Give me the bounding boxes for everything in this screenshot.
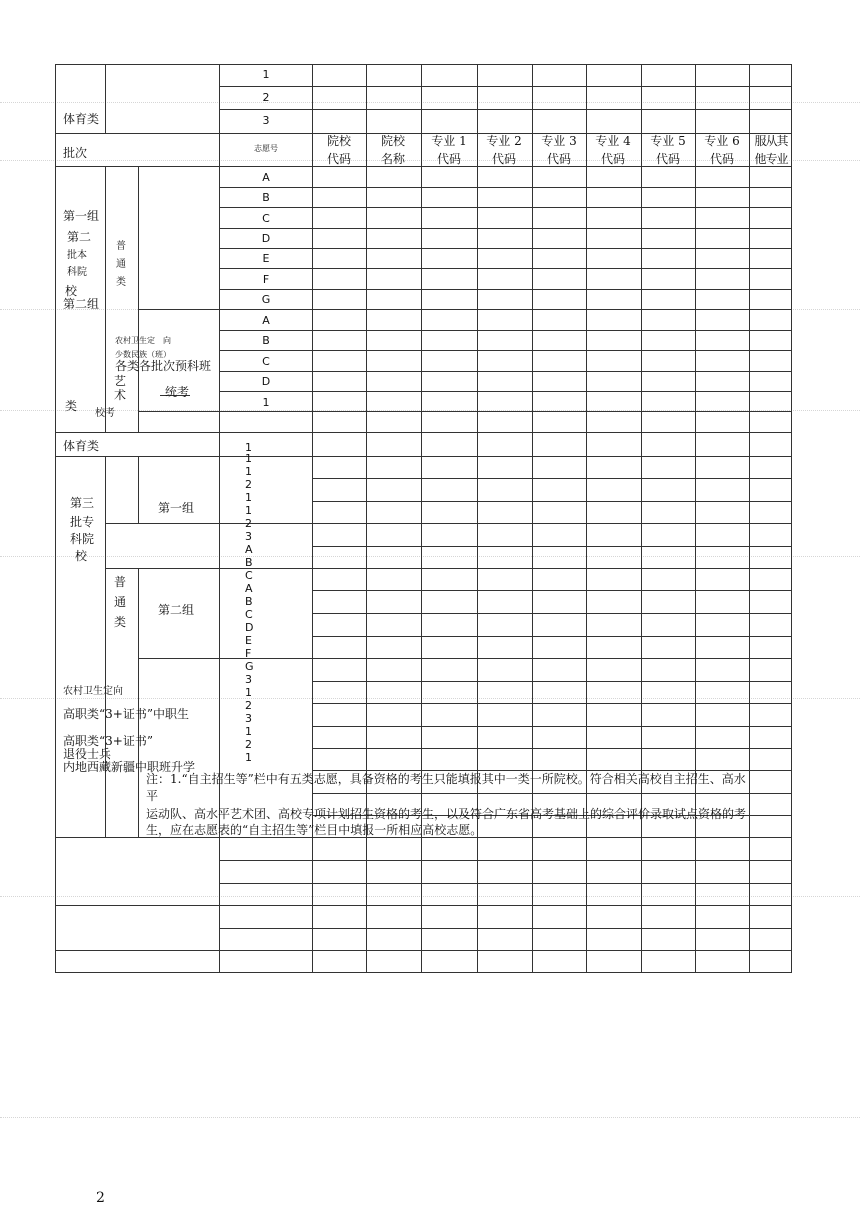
choice-cell: A <box>262 171 270 184</box>
choice-cell: A <box>262 314 270 327</box>
choice-cell: C <box>245 608 253 621</box>
choice-number-header: 志愿号 <box>254 144 278 153</box>
choice-cell: 1 <box>245 725 252 738</box>
choice-cell: A <box>245 543 253 556</box>
batch3-title: 科院 <box>70 532 95 546</box>
choice-cell: D <box>245 621 254 634</box>
choice-cell: 3 <box>262 114 270 127</box>
column-header-school-code: 院校 代码 <box>326 134 351 166</box>
choice-cell: B <box>262 334 270 347</box>
choice-cell: 1 <box>245 465 252 478</box>
choice-cell: C <box>262 212 270 225</box>
choice-cell: 1 <box>245 686 252 699</box>
column-header-major2: 专业 2 代码 <box>486 134 522 166</box>
choice-cell: 1 <box>262 396 270 409</box>
choice-cell: 1 <box>245 504 252 517</box>
choice-cell: F <box>262 273 270 286</box>
batch2-general-label: 普 通 类 <box>116 241 126 288</box>
column-header-accept-other-major: 服从其 他专业 <box>754 134 788 166</box>
batch3-title: 批专 <box>70 515 95 529</box>
batch3-title: 校 <box>75 549 88 563</box>
choice-cell: D <box>261 232 271 245</box>
sports-category-label: 体育类 <box>63 112 100 126</box>
column-header-school-name: 院校 名称 <box>380 134 405 166</box>
choice-cell: 1 <box>262 68 270 81</box>
batch2-title: 第二 <box>67 230 92 244</box>
note-line: 注：1.“自主招生等”栏中有五类志愿，具备资格的考生只能填报其中一类一所院校。符合相关高校自主招生、高水 <box>146 772 746 786</box>
choice-cell: E <box>262 252 270 265</box>
art-label: 艺 术 <box>113 374 126 402</box>
batch3-group1-label: 第一组 <box>158 501 195 515</box>
batch-header: 批次 <box>63 146 88 160</box>
choice-cell: 3 <box>245 530 252 543</box>
choice-cell: 2 <box>262 91 270 104</box>
vocational-label: 高职类“3+证书” <box>63 734 153 748</box>
batch2-title: 科院 <box>67 267 87 278</box>
choice-cell: 3 <box>245 712 252 725</box>
page-number: 2 <box>96 1190 105 1206</box>
choice-cell: G <box>261 293 271 306</box>
choice-cell: 2 <box>245 738 252 751</box>
batch3-general-label: 普 通 类 <box>113 575 126 629</box>
note-line: 生，应在志愿表的“自主招生等”栏目中填报一所相应高校志愿。 <box>146 823 483 837</box>
column-header-major5: 专业 5 代码 <box>650 134 686 166</box>
column-header-major1: 专业 1 代码 <box>431 134 467 166</box>
choice-cell: C <box>262 355 270 368</box>
rural-health-label-3: 农村卫生定向 <box>63 686 123 697</box>
vocational-secondary-label: 高职类“3+证书”中职生 <box>63 707 189 721</box>
choice-cell: C <box>245 569 253 582</box>
choice-cell: B <box>245 556 253 569</box>
column-header-major6: 专业 6 代码 <box>704 134 740 166</box>
xinjiang-tibet-class-label: 内地西藏新疆中职班升学 <box>63 760 196 774</box>
batch2-group1-label: 第一组 <box>63 209 100 223</box>
batch2-title: 批本 <box>67 250 87 261</box>
choice-cell: E <box>245 634 252 647</box>
choice-cell: 2 <box>245 517 252 530</box>
choice-cell: F <box>245 647 252 660</box>
note-line: 运动队、高水平艺术团、高校专项计划招生资格的考生，以及符合广东省高考基础上的综合评价录取试点资格的考 <box>146 807 747 821</box>
choice-cell: 2 <box>245 478 252 491</box>
choice-cell: 1 <box>245 751 252 764</box>
column-header-major3: 专业 3 代码 <box>541 134 577 166</box>
choice-cell: 1 <box>245 491 252 504</box>
unified-exam-label: 统考 <box>165 385 190 399</box>
class-label: 类 <box>65 399 78 413</box>
choice-cell: D <box>261 375 271 388</box>
minority-class-label: 少数民族（班） <box>115 350 171 359</box>
choice-cell: 3 <box>245 673 252 686</box>
batch2-title: 校 <box>65 284 78 298</box>
veterans-label: 退役士兵 <box>63 747 112 761</box>
choice-cell: 1 <box>245 452 252 465</box>
batch2-group2-label: 第二组 <box>63 297 100 311</box>
rural-health-label: 农村卫生定 向 <box>115 336 171 345</box>
choice-cell: 1 <box>245 441 252 454</box>
note-line: 平 <box>146 789 159 803</box>
choice-cell: 2 <box>245 699 252 712</box>
prep-class-label: 各类各批次预科班 <box>115 359 212 373</box>
column-header-major4: 专业 4 代码 <box>595 134 631 166</box>
batch3-group2-label: 第二组 <box>158 603 195 617</box>
school-exam-label: 校考 <box>95 408 115 419</box>
choice-cell: G <box>245 660 254 673</box>
sports-category-label-2: 体育类 <box>63 439 100 453</box>
choice-cell: B <box>262 191 270 204</box>
choice-cell: B <box>245 595 253 608</box>
choice-cell: A <box>245 582 253 595</box>
batch3-title: 第三 <box>70 496 95 510</box>
